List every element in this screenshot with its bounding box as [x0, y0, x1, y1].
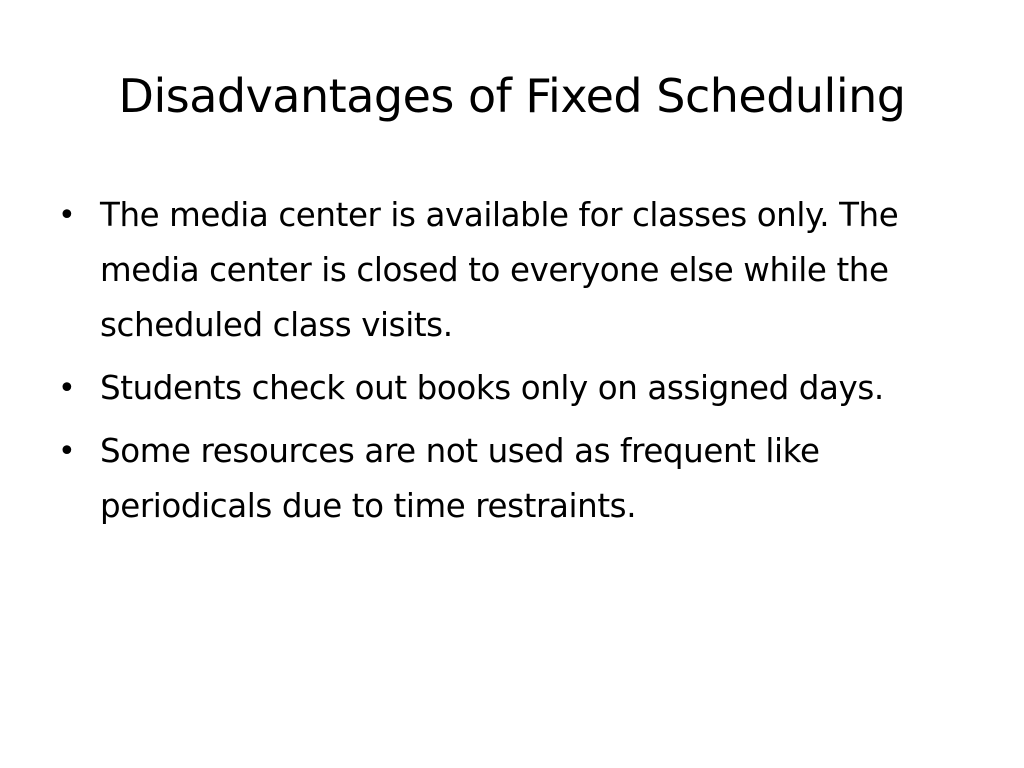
- bullet-item: [58, 424, 958, 534]
- bullet-item: [58, 188, 958, 353]
- bullet-dot-icon: •: [58, 198, 76, 233]
- bullet-item: [58, 361, 958, 416]
- bullet-text: Some resources are not used as frequent like periodicals due to time restraints.: [100, 432, 820, 525]
- bullet-text: Students check out books only on assigned days.: [100, 369, 884, 407]
- bullet-list: [58, 188, 958, 542]
- bullet-dot-icon: •: [58, 434, 76, 469]
- bullet-dot-icon: •: [58, 371, 76, 406]
- slide-title: Disadvantages of Fixed Scheduling: [118, 69, 906, 123]
- bullet-text: The media center is available for classes only. The media center is closed to everyone else while the scheduled class visits.: [100, 196, 899, 344]
